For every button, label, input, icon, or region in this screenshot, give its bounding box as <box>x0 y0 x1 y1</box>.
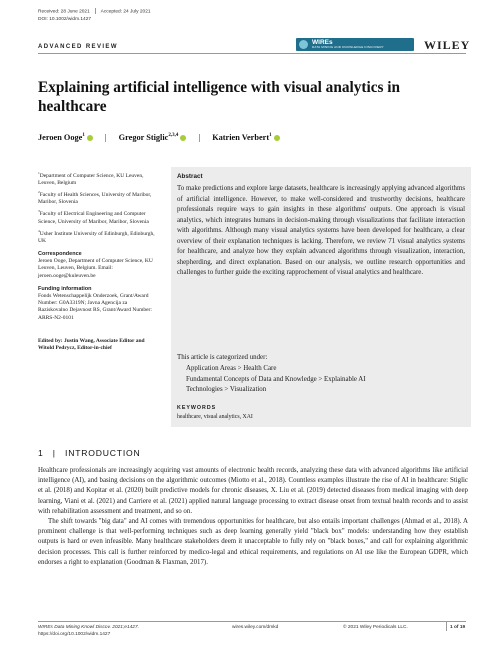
accepted-date: Accepted: 24 July 2021 <box>100 9 151 15</box>
affiliation: $^2$Faculty of Health Sciences, University of Maribor, Maribor, Slovenia <box>38 190 152 206</box>
footer-rule <box>38 621 466 622</box>
abstract-box <box>171 167 471 427</box>
abstract-text: To make predictions and explore large datasets, healthcare is increasingly applying advanced algorithms of artificial intelligence. However, to make well-considered and trustworthy decisions, healthcare professionals require ways to gain insights in these algorithms' outputs. One approach is visual analytics, which integrates humans in decision-making through visualizations that facilitate interaction with algorithms. Although many visual analytics systems have been developed for healthcare, a clear overview of their explanation techniques is lacking. Therefore, we review 71 visual analytics systems for healthcare, and analyze how they explain advanced algorithms through visualization, interaction, shepherding, and direct explanation. Based on our analysis, we outline research opportunities and challenges to further guide the exciting rapprochement of visual analytics and healthcare. <box>177 185 465 276</box>
wires-logo[interactable] <box>296 38 414 51</box>
wiley-logo[interactable]: WILEY <box>424 38 471 52</box>
section-heading <box>38 448 141 458</box>
correspondence-heading: Correspondence <box>38 250 82 257</box>
footer-doi[interactable]: https://doi.org/10.1002/widm.1427 <box>38 632 111 637</box>
abstract-heading: Abstract <box>177 173 203 180</box>
category-item: Technologies > Visualization <box>186 386 267 393</box>
author-2[interactable]: Gregor Stiglic$^{2,3,4}$ <box>119 133 187 142</box>
article-type: ADVANCED REVIEW <box>38 44 118 50</box>
section-number: 1 <box>38 448 44 458</box>
orcid-icon[interactable] <box>274 135 280 141</box>
footer-copyright: © 2021 Wiley Periodicals LLC. <box>343 625 408 630</box>
section-separator: | <box>52 448 56 458</box>
editors-note: Edited by: Justin Wang, Associate Editor and Witold Pedrycz, Editor-in-chief <box>38 337 145 351</box>
affiliation: $^3$Faculty of Electrical Engineering and Computer Science, University of Maribor, Maribor, Slovenia <box>38 209 149 225</box>
paragraph: The shift towards "big data" and AI comes with tremendous opportunities for healthcare, but also entails important challenges (Ahmad et al., 2018). A prominent challenge is that well-performing techniques such as deep learning generally yield "black box" models: understanding how they establish outputs is hard or even infeasible. Many healthcare stakeholders deem it unacceptable to fully rely on "black boxes," and call for explaining algorithmic decision processes. This call is further reinforced by medico-legal and ethical requirements, and regulations on AI use like the European GDPR, which endorses a right to explanation (Goodman & Flaxman, 2017). <box>38 518 468 566</box>
affiliation: $^4$Usher Institute University of Edinburgh, Edinburgh, UK <box>38 228 155 244</box>
correspondence-text: Jeroen Ooge, Department of Computer Science, KU Leuven, Leuven, Belgium. Email: jeroen.ooge@kuleuven.be <box>38 258 153 279</box>
article-doi[interactable]: DOI: 10.1002/widm.1427 <box>38 17 92 23</box>
page-number: 1 of 19 <box>450 625 466 630</box>
footer-journal: WIREs Data Mining Knowl Discov. 2021;e1427. <box>38 625 139 630</box>
wires-logo-icon <box>299 40 308 49</box>
orcid-icon[interactable] <box>87 135 93 141</box>
author-1[interactable]: Jeroen Ooge$^1$ <box>38 133 93 142</box>
funding-text: Fonds Wetenschappelijk Onderzoek, Grant/Award Number: G0A3319N; Javna Agencija za Raziskovalno Dejavnost RS, Grant/Award Number: ARRS-N2-0101 <box>38 292 152 321</box>
body-text <box>38 466 468 568</box>
keywords-heading: KEYWORDS <box>177 405 217 411</box>
article-info-column <box>38 170 158 352</box>
footer-site[interactable]: wires.wiley.com/dmkd <box>232 625 279 630</box>
date-separator <box>95 8 96 14</box>
footer-separator <box>446 621 447 631</box>
affiliation: $^1$Department of Computer Science, KU Leuven, Leuven, Belgium <box>38 171 144 187</box>
author-3[interactable]: Katrien Verbert$^1$ <box>212 133 279 142</box>
category-item: Fundamental Concepts of Data and Knowledge > Explainable AI <box>186 375 366 383</box>
funding-heading: Funding information <box>38 285 92 292</box>
article-title: Explaining artificial intelligence with visual analytics in healthcare <box>38 79 401 115</box>
received-date: Received: 28 June 2021 <box>38 9 90 15</box>
category-item: Application Areas > Health Care <box>186 365 277 372</box>
author-separator: | <box>104 133 107 142</box>
section-title: INTRODUCTION <box>65 448 141 458</box>
keywords-text: healthcare, visual analytics, XAI <box>177 414 253 420</box>
paragraph: Healthcare professionals are increasingly acquiring vast amounts of electronic health records, analyzing these data with advanced algorithms like artificial intelligence (AI), and basing decisions on the algorithmic outcomes (Miotto et al., 2018). Countless examples illustrate the rise of AI in healthcare: Stiglic et al. (2018) and Kopitar et al. (2020) built predictive models for chronic diseases, X. Liu et al. (2019) detected diseases from medical imaging with deep learning, Viani et al. (2021) and Carriere et al. (2021) applied natural language processing to extract disease onset from textual health records and to assist with rehabilitation assessment and treatment, and so on. <box>38 467 468 515</box>
author-list <box>38 133 280 142</box>
categorized-heading: This article is categorized under: <box>177 354 268 361</box>
header-rule <box>38 53 466 54</box>
wires-logo-subtitle: DATA MINING AND KNOWLEDGE DISCOVERY <box>312 45 384 49</box>
wires-logo-name: WIREs <box>312 38 333 46</box>
orcid-icon[interactable] <box>180 135 186 141</box>
author-separator: | <box>198 133 201 142</box>
footer-citation <box>38 624 139 638</box>
article-dates <box>38 8 151 24</box>
